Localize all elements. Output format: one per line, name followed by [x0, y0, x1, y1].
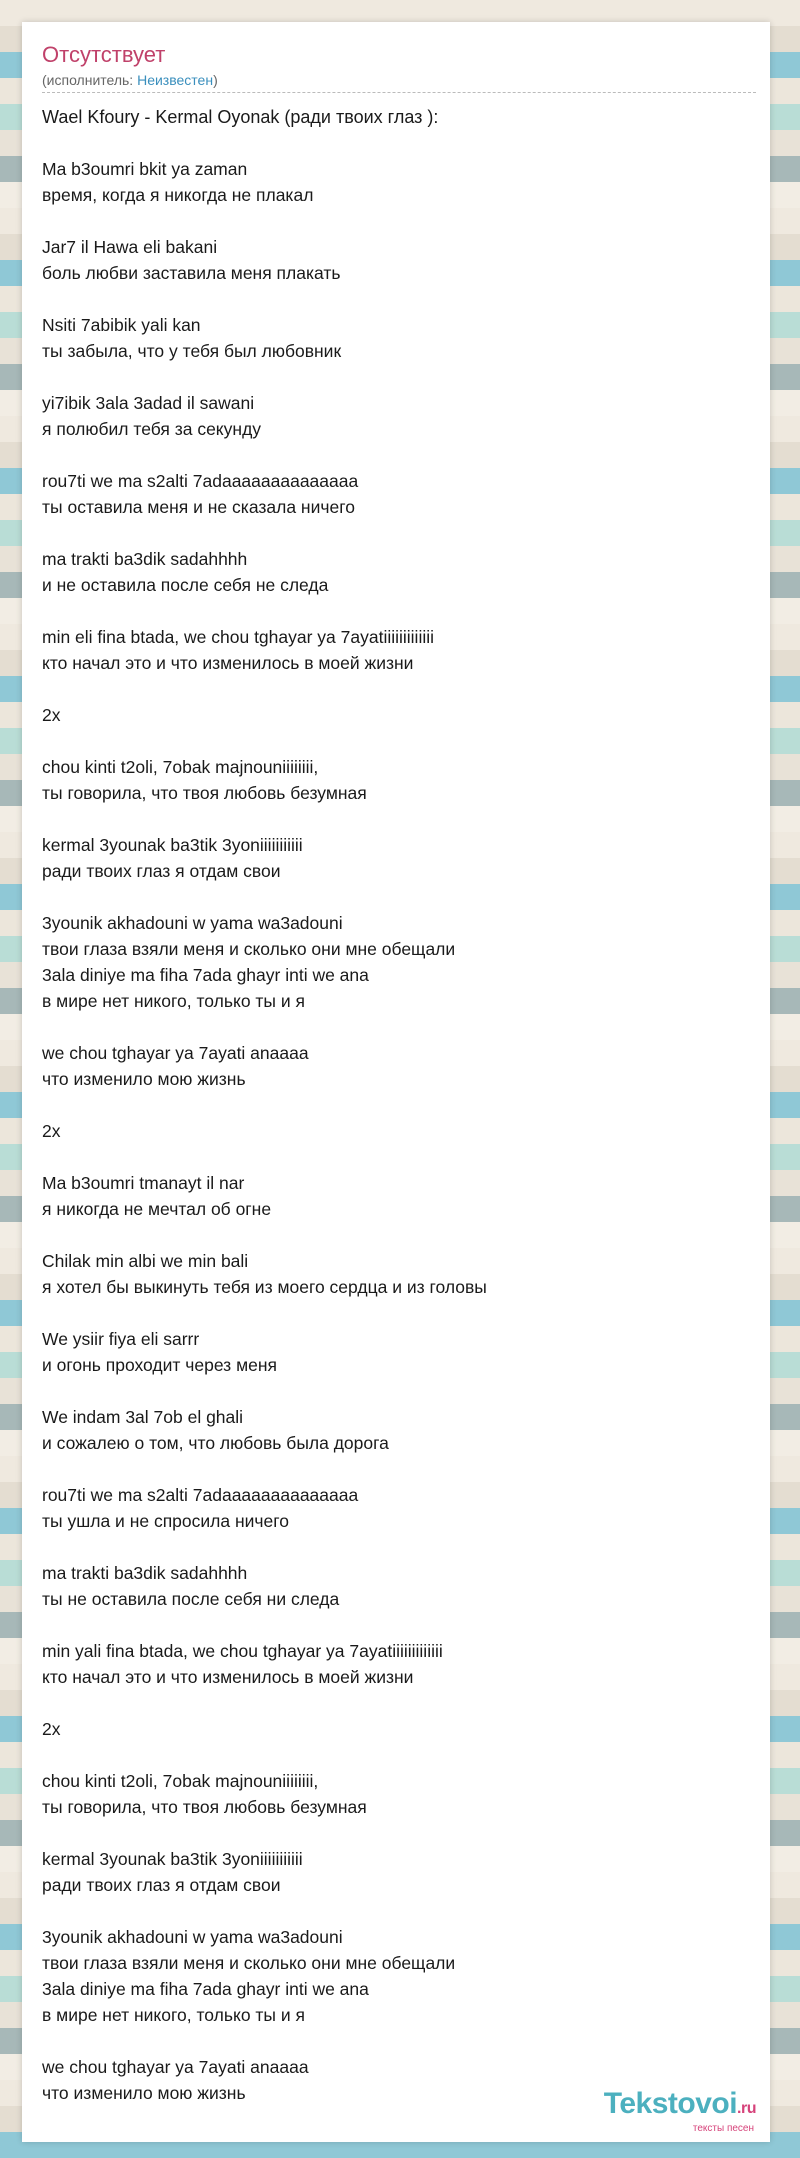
lyric-line: Ma b3oumri tmanayt il nar: [42, 1173, 245, 1193]
lyric-line: твои глаза взяли меня и сколько они мне обещали: [42, 1953, 456, 1973]
lyric-blank-line: [42, 884, 752, 910]
lyric-blank-line: [42, 676, 752, 702]
lyric-line: в мире нет никого, только ты и я: [42, 2005, 305, 2025]
logo-wordmark: [604, 2088, 756, 2125]
performer-suffix: ): [213, 72, 218, 88]
lyric-line: 3ala diniye ma fiha 7ada ghayr inti we ana: [42, 1979, 369, 1999]
lyric-blank-line: [42, 1534, 752, 1560]
lyric-line: кто начал это и что изменилось в моей жизни: [42, 653, 414, 673]
lyric-line: Ma b3oumri bkit ya zaman: [42, 159, 248, 179]
lyric-blank-line: [42, 1092, 752, 1118]
lyric-line: ты говорила, что твоя любовь безумная: [42, 1797, 367, 1817]
lyric-line: 3ala diniye ma fiha 7ada ghayr inti we ana: [42, 965, 369, 985]
lyric-blank-line: [42, 1742, 752, 1768]
lyric-line: chou kinti t2oli, 7obak majnouniiiiiiii,: [42, 757, 319, 777]
lyric-blank-line: [42, 806, 752, 832]
lyric-line: chou kinti t2oli, 7obak majnouniiiiiiii,: [42, 1771, 319, 1791]
tekstovoi-logo[interactable]: [604, 2088, 756, 2134]
lyric-line: ты оставила меня и не сказала ничего: [42, 497, 355, 517]
lyric-line: Nsiti 7abibik yali kan: [42, 315, 201, 335]
lyric-line: и сожалею о том, что любовь была дорога: [42, 1433, 389, 1453]
lyric-line: min yali fina btada, we chou tghayar ya 7ayatiiiiiiiiiiiii: [42, 1641, 443, 1661]
lyric-line: ради твоих глаз я отдам свои: [42, 861, 281, 881]
lyric-line: в мире нет никого, только ты и я: [42, 991, 305, 1011]
lyric-line: ma trakti ba3dik sadahhhh: [42, 1563, 248, 1583]
title-divider: [42, 92, 756, 93]
lyric-line: ради твоих глаз я отдам свои: [42, 1875, 281, 1895]
lyric-blank-line: [42, 1820, 752, 1846]
lyric-blank-line: [42, 1014, 752, 1040]
lyric-blank-line: [42, 1690, 752, 1716]
lyric-line: 2x: [42, 705, 61, 725]
lyric-line: 3younik akhadouni w yama wa3adouni: [42, 913, 343, 933]
lyric-blank-line: [42, 598, 752, 624]
logo-tagline: тексты песен: [692, 2123, 754, 2134]
lyric-line: ты говорила, что твоя любовь безумная: [42, 783, 367, 803]
performer-link[interactable]: Неизвестен: [137, 72, 214, 88]
lyric-line: ma trakti ba3dik sadahhhh: [42, 549, 248, 569]
lyric-line: что изменило мою жизнь: [42, 2083, 246, 2103]
lyric-line: что изменило мою жизнь: [42, 1069, 246, 1089]
lyric-blank-line: [42, 1378, 752, 1404]
lyric-line: we chou tghayar ya 7ayati anaaaa: [42, 1043, 309, 1063]
lyric-line: твои глаза взяли меня и сколько они мне обещали: [42, 939, 456, 959]
lyric-blank-line: [42, 1144, 752, 1170]
lyric-blank-line: [42, 286, 752, 312]
lyric-line: 3younik akhadouni w yama wa3adouni: [42, 1927, 343, 1947]
lyrics-body: [42, 104, 752, 2106]
lyric-line: кто начал это и что изменилось в моей жизни: [42, 1667, 414, 1687]
lyric-line: я полюбил тебя за секунду: [42, 419, 262, 439]
song-heading: Wael Kfoury - Kermal Oyonak (ради твоих глаз ):: [42, 107, 439, 127]
performer-line: [42, 72, 218, 88]
lyric-blank-line: [42, 1222, 752, 1248]
lyric-line: Jar7 il Hawa eli bakani: [42, 237, 218, 257]
lyric-blank-line: [42, 520, 752, 546]
lyric-line: We ysiir fiya eli sarrr: [42, 1329, 200, 1349]
lyric-blank-line: [42, 1456, 752, 1482]
lyric-line: rou7ti we ma s2alti 7adaaaaaaaaaaaaaa: [42, 471, 359, 491]
lyric-blank-line: [42, 208, 752, 234]
song-title: Отсутствует: [42, 42, 166, 67]
lyric-line: и огонь проходит через меня: [42, 1355, 277, 1375]
logo-name: Tekstovoi: [603, 2087, 738, 2120]
lyric-blank-line: [42, 1300, 752, 1326]
lyric-line: min eli fina btada, we chou tghayar ya 7ayatiiiiiiiiiiiii: [42, 627, 434, 647]
lyric-line: боль любви заставила меня плакать: [42, 263, 341, 283]
lyric-line: yi7ibik 3ala 3adad il sawani: [42, 393, 255, 413]
lyric-line: rou7ti we ma s2alti 7adaaaaaaaaaaaaaa: [42, 1485, 359, 1505]
lyric-line: we chou tghayar ya 7ayati anaaaa: [42, 2057, 309, 2077]
lyric-line: kermal 3younak ba3tik 3yoniiiiiiiiiii: [42, 835, 303, 855]
lyric-line: kermal 3younak ba3tik 3yoniiiiiiiiiii: [42, 1849, 303, 1869]
lyric-lines: [42, 130, 752, 2106]
lyric-line: Chilak min albi we min bali: [42, 1251, 249, 1271]
performer-prefix: (исполнитель:: [42, 72, 138, 88]
lyrics-card: [22, 22, 770, 2142]
lyric-blank-line: [42, 442, 752, 468]
lyric-blank-line: [42, 1612, 752, 1638]
lyric-blank-line: [42, 130, 752, 156]
logo-domain: .ru: [737, 2100, 756, 2117]
lyric-line: 2x: [42, 1719, 61, 1739]
lyric-blank-line: [42, 728, 752, 754]
lyric-line: я хотел бы выкинуть тебя из моего сердца и из головы: [42, 1277, 487, 1297]
lyric-line: We indam 3al 7ob el ghali: [42, 1407, 244, 1427]
lyric-line: 2x: [42, 1121, 61, 1141]
lyric-line: и не оставила после себя не следа: [42, 575, 329, 595]
lyric-blank-line: [42, 2028, 752, 2054]
lyric-line: ты не оставила после себя ни следа: [42, 1589, 340, 1609]
lyric-blank-line: [42, 364, 752, 390]
lyric-line: время, когда я никогда не плакал: [42, 185, 314, 205]
lyric-line: я никогда не мечтал об огне: [42, 1199, 272, 1219]
lyric-line: ты забыла, что у тебя был любовник: [42, 341, 342, 361]
lyric-blank-line: [42, 1898, 752, 1924]
lyric-line: ты ушла и не спросила ничего: [42, 1511, 289, 1531]
